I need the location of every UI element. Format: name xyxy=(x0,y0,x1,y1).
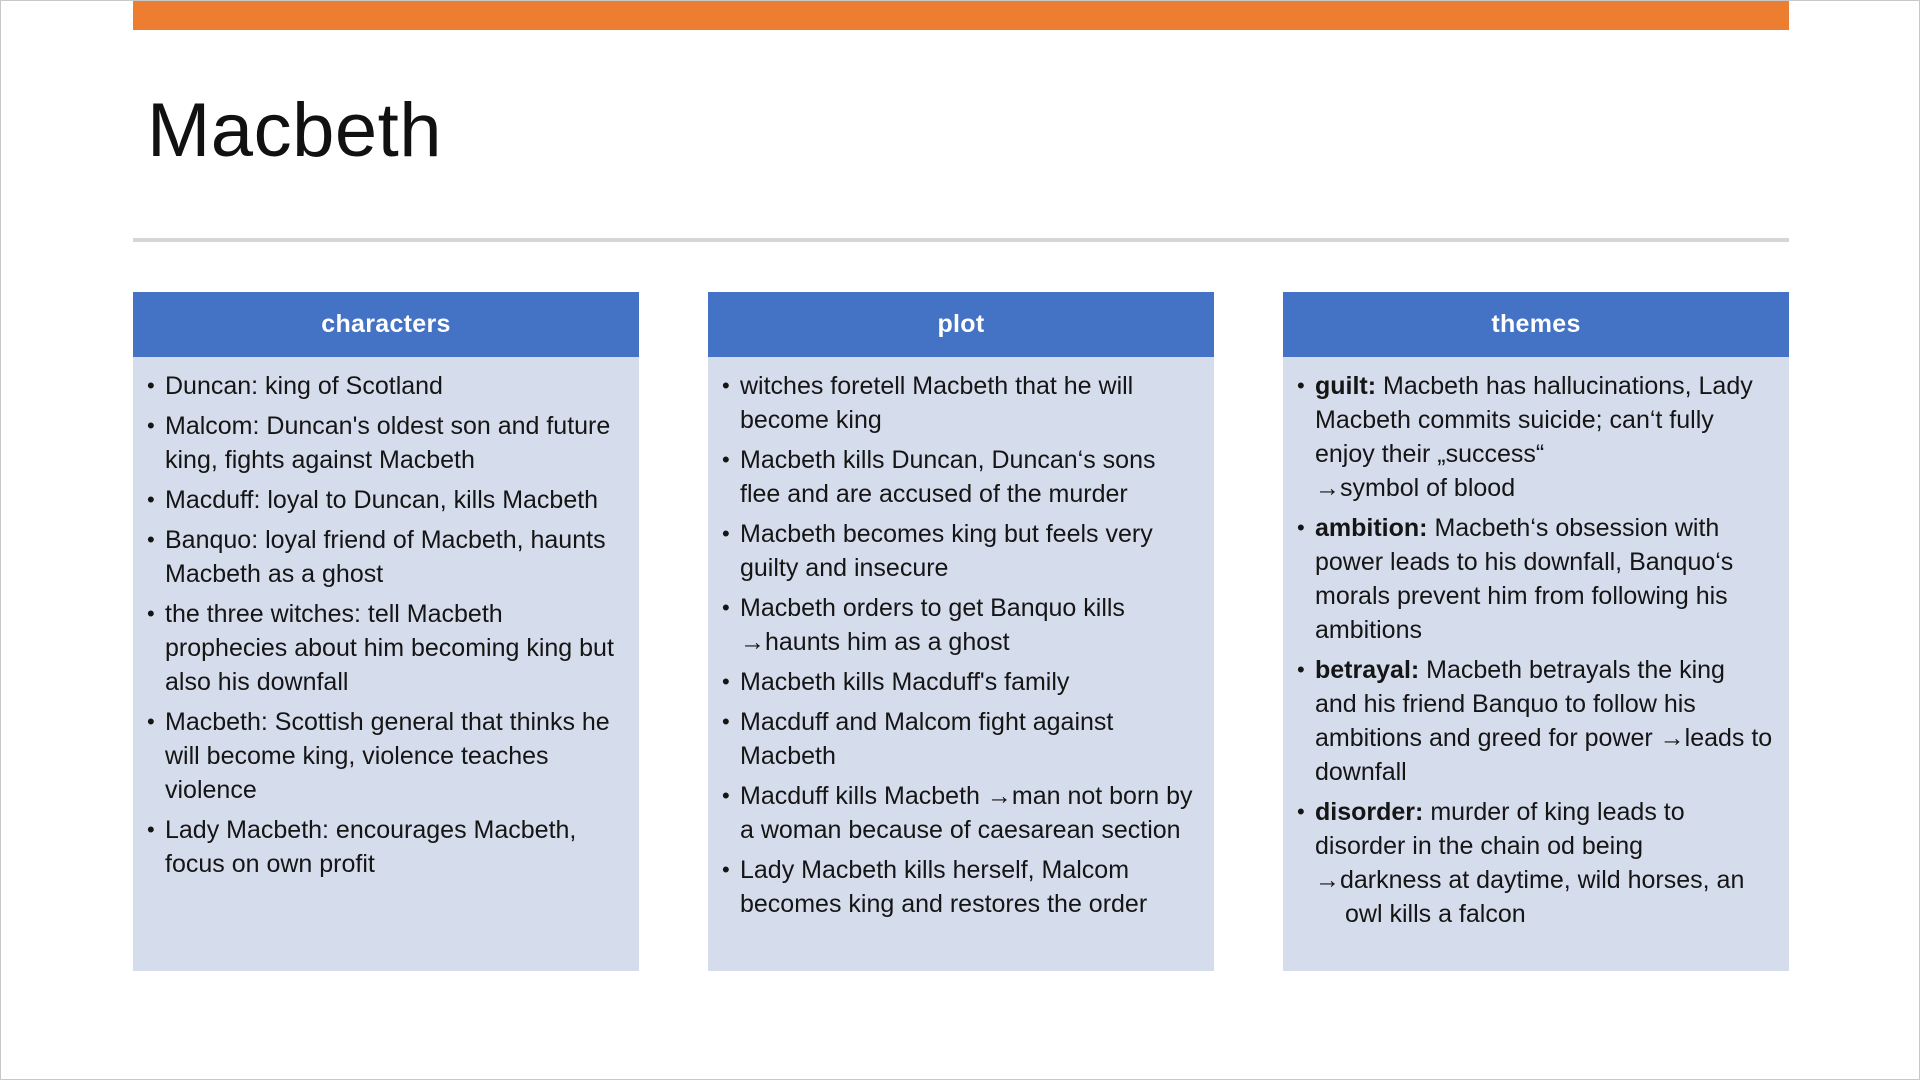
list-item xyxy=(147,369,623,403)
column-header: themes xyxy=(1283,292,1789,357)
column-body xyxy=(1283,357,1789,971)
item-text: Macbeth has hallucinations, Lady Macbeth commits suicide; can‘t fully enjoy their „success“ xyxy=(1315,372,1753,468)
item-text: Macbeth betrayals the king and his friend Banquo to follow his ambitions and greed for power →leads to downfall xyxy=(1315,656,1773,786)
list-item xyxy=(722,591,1198,659)
item-text: Banquo: loyal friend of Macbeth, haunts Macbeth as a ghost xyxy=(165,526,606,588)
column-plot xyxy=(708,292,1214,971)
item-subline: owl kills a falcon xyxy=(1345,900,1526,928)
item-text: murder of king leads to disorder in the chain od being xyxy=(1315,798,1685,860)
list-item xyxy=(147,597,623,699)
list-item xyxy=(722,853,1198,921)
list-item xyxy=(722,779,1198,847)
list-item xyxy=(147,409,623,477)
item-text: Macbeth becomes king but feels very guilty and insecure xyxy=(740,520,1153,582)
list-item xyxy=(722,443,1198,511)
column-body xyxy=(133,357,639,971)
list-item xyxy=(722,705,1198,773)
item-text: Macbeth kills Macduff's family xyxy=(740,668,1070,696)
list-item xyxy=(147,523,623,591)
item-text: Macduff: loyal to Duncan, kills Macbeth xyxy=(165,486,599,514)
item-text: Macbeth orders to get Banquo kills xyxy=(740,594,1125,622)
characters-list xyxy=(133,357,639,881)
item-text: Macduff and Malcom fight against Macbeth xyxy=(740,708,1114,770)
plot-list xyxy=(708,357,1214,921)
list-item xyxy=(722,517,1198,585)
column-header: plot xyxy=(708,292,1214,357)
column-body xyxy=(708,357,1214,971)
list-item xyxy=(722,665,1198,699)
list-item xyxy=(147,813,623,881)
item-text: Lady Macbeth kills herself, Malcom becomes king and restores the order xyxy=(740,856,1148,918)
list-item xyxy=(1297,511,1773,647)
list-item xyxy=(147,705,623,807)
item-text: Macduff kills Macbeth →man not born by a woman because of caesarean section xyxy=(740,782,1193,844)
list-item xyxy=(1297,795,1773,931)
content-columns xyxy=(133,292,1789,972)
accent-bar xyxy=(133,1,1789,30)
item-text: Malcom: Duncan's oldest son and future king, fights against Macbeth xyxy=(165,412,611,474)
item-term: disorder: xyxy=(1315,798,1424,826)
item-text: Macbeth‘s obsession with power leads to his downfall, Banquo‘s morals prevent him from following his ambitions xyxy=(1315,514,1734,644)
item-term: ambition: xyxy=(1315,514,1428,542)
list-item xyxy=(1297,653,1773,789)
item-text: the three witches: tell Macbeth prophecies about him becoming king but also his downfall xyxy=(165,600,614,696)
list-item xyxy=(147,483,623,517)
item-text: Lady Macbeth: encourages Macbeth, focus on own profit xyxy=(165,816,577,878)
item-text: Macbeth: Scottish general that thinks he will become king, violence teaches violence xyxy=(165,708,610,804)
item-text: witches foretell Macbeth that he will become king xyxy=(740,372,1134,434)
title-divider xyxy=(133,238,1789,242)
slide-title: Macbeth xyxy=(147,88,442,173)
item-term: betrayal: xyxy=(1315,656,1420,684)
item-subline: →haunts him as a ghost xyxy=(740,628,1010,656)
list-item xyxy=(1297,369,1773,505)
item-term: guilt: xyxy=(1315,372,1377,400)
column-header: characters xyxy=(133,292,639,357)
item-subline: →symbol of blood xyxy=(1315,474,1516,502)
list-item xyxy=(722,369,1198,437)
item-text: Duncan: king of Scotland xyxy=(165,372,443,400)
item-subline: →darkness at daytime, wild horses, an xyxy=(1315,866,1745,894)
column-characters xyxy=(133,292,639,971)
themes-list xyxy=(1283,357,1789,931)
item-text: Macbeth kills Duncan, Duncan‘s sons flee and are accused of the murder xyxy=(740,446,1156,508)
column-themes xyxy=(1283,292,1789,971)
